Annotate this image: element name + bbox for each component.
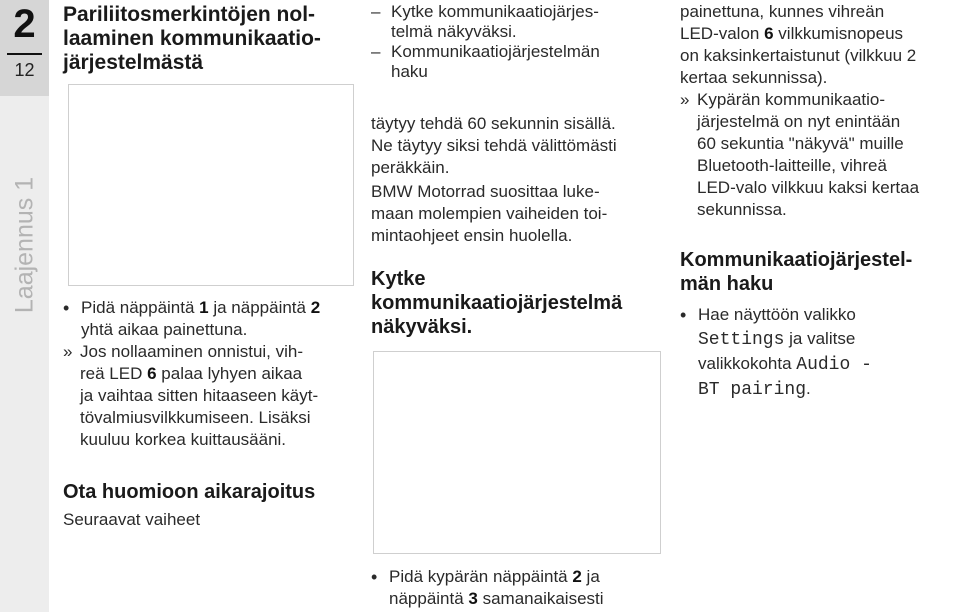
section-title-line: män haku xyxy=(680,273,774,295)
col2-title xyxy=(371,267,665,339)
step-bullet-cont: yhtä aikaa painettuna. xyxy=(81,320,248,339)
result-line: Bluetooth-laitteille, vihreä xyxy=(697,156,887,175)
dash-item: – Kytke kommunikaatiojärjes- xyxy=(371,2,665,22)
step-bullet-cont: valikkokohta Audio - xyxy=(698,354,872,375)
chapter-number: 2 xyxy=(13,2,36,46)
page-number: 12 xyxy=(14,60,35,80)
note-line: mintaohjeet ensin huolella. xyxy=(371,226,573,245)
step-bullet: • Hae näyttöön valikko xyxy=(680,303,960,327)
dash-item: – Kommunikaatiojärjestelmän xyxy=(371,42,665,62)
result-line: reä LED 6 palaa lyhyen aikaa xyxy=(80,364,303,383)
note-line: BMW Motorrad suosittaa luke- xyxy=(371,182,600,201)
note-line: peräkkäin. xyxy=(371,158,450,177)
result-line: järjestelmä on nyt enintään xyxy=(697,112,901,131)
note-line: täytyy tehdä 60 sekunnin sisällä. xyxy=(371,114,616,133)
section-title-line: kommunikaatiojärjestelmä xyxy=(371,292,623,314)
section-label: Laajennus 1 xyxy=(10,176,39,314)
result-line: ja vaihtaa sitten hitaaseen käyt- xyxy=(80,386,319,405)
step-bullet-cont: BT pairing. xyxy=(698,379,811,400)
section-title-line: Kytke xyxy=(371,268,426,290)
col1-title xyxy=(63,3,359,75)
text-line: kertaa sekunnissa). xyxy=(680,68,828,87)
section-title-line: järjestelmästä xyxy=(63,51,204,74)
text-line: on kaksinkertaistunut (vilkkuu 2 xyxy=(680,46,917,65)
col2-step xyxy=(371,566,665,610)
result-line: » Jos nollaaminen onnistui, vih- xyxy=(63,341,359,363)
note-line: maan molempien vaiheiden toi- xyxy=(371,204,608,223)
result-line: LED-valo vilkkuu kaksi kertaa xyxy=(697,178,920,197)
section-title-line: näkyväksi. xyxy=(371,316,473,338)
step-bullet: • Pidä näppäintä 1 ja näppäintä 2 xyxy=(63,297,359,319)
result-line: sekunnissa. xyxy=(697,200,787,219)
result-line: » Kypärän kommunikaatio- xyxy=(680,89,960,111)
chapter-divider xyxy=(7,53,42,55)
section-title-line: Pariliitosmerkintöjen nol- xyxy=(63,3,316,26)
text-line: LED-valon 6 vilkkumisnopeus xyxy=(680,24,904,43)
illustration-frame xyxy=(68,84,354,286)
result-line: kuuluu korkea kuittausääni. xyxy=(80,430,287,449)
step-bullet-cont: Settings ja valitse xyxy=(698,329,856,350)
time-limit-note xyxy=(63,480,359,531)
col2-note-text xyxy=(371,113,665,247)
note-title: Ota huomioon aikarajoitus xyxy=(63,481,316,503)
step-bullet-cont: näppäintä 3 samanaikaisesti xyxy=(389,589,604,608)
section-title-line: laaminen kommunikaatio- xyxy=(63,27,321,50)
section-title-line: Kommunikaatiojärjestel- xyxy=(680,249,913,271)
col1-steps xyxy=(63,297,359,451)
dash-item-cont: telmä näkyväksi. xyxy=(391,22,517,41)
result-line: 60 sekuntia "näkyvä" muille xyxy=(697,134,904,153)
chapter-box xyxy=(0,0,49,96)
dash-item-cont: haku xyxy=(391,62,428,81)
text-line: painettuna, kunnes vihreän xyxy=(680,2,885,21)
note-text: Seuraavat vaiheet xyxy=(63,510,201,529)
col3-step xyxy=(680,303,960,402)
result-line: tövalmiusvilkkumiseen. Lisäksi xyxy=(80,408,311,427)
step-bullet: • Pidä kypärän näppäintä 2 ja xyxy=(371,566,665,588)
note-line: Ne täytyy siksi tehdä välittömästi xyxy=(371,136,617,155)
illustration-frame xyxy=(373,351,661,554)
col2-dash-list xyxy=(371,2,665,82)
col3-title xyxy=(680,248,960,296)
col3-continuation xyxy=(680,1,960,221)
